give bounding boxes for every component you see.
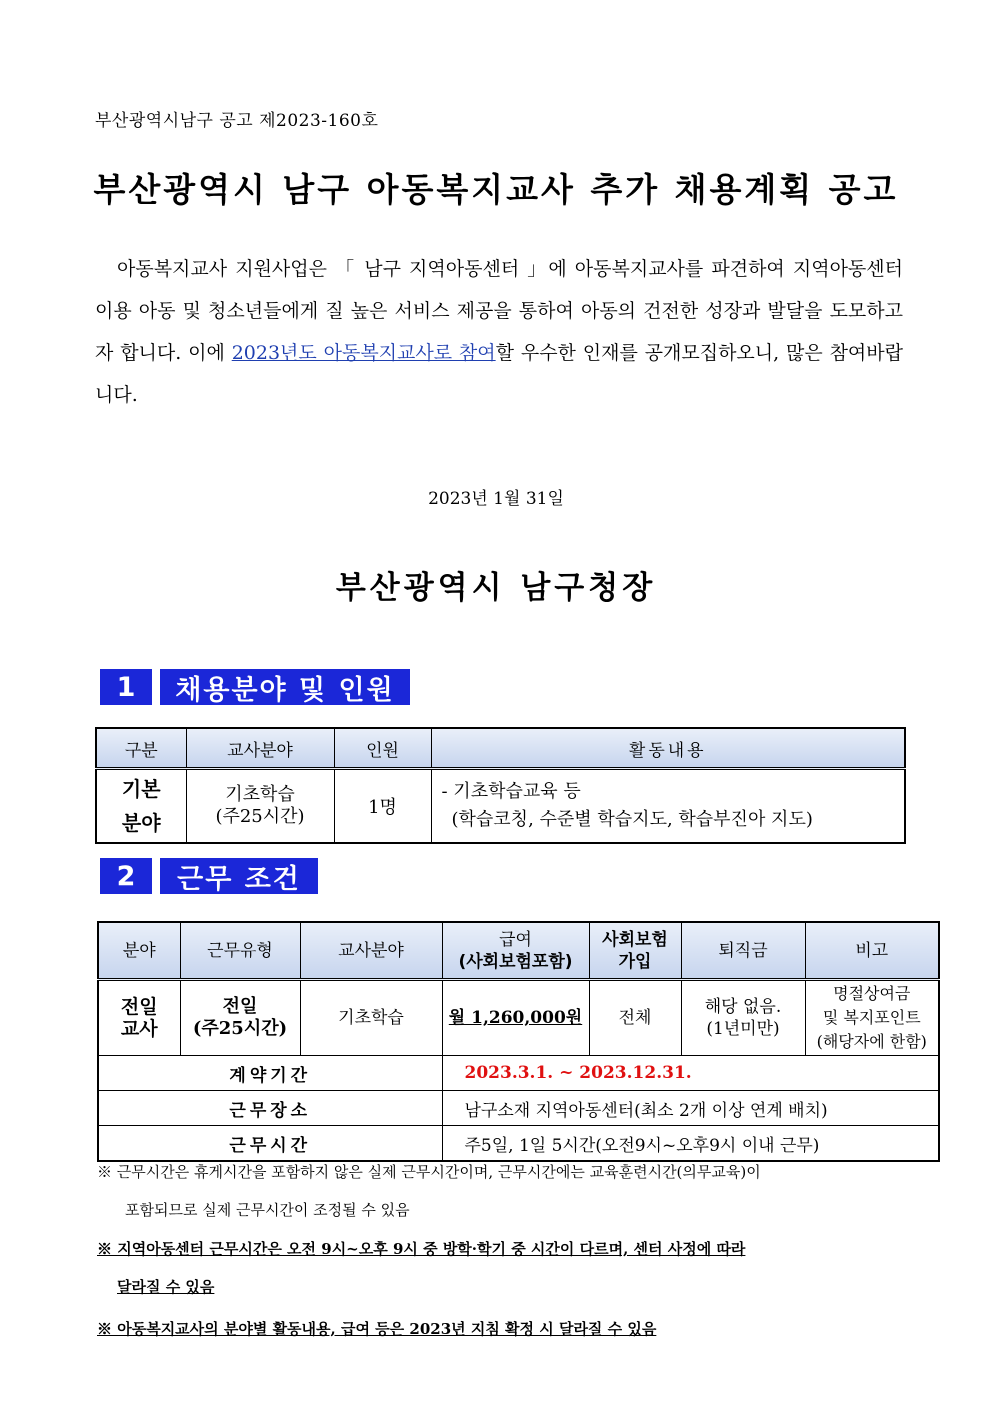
cell-field [98, 980, 180, 1056]
work-location-row [98, 1091, 939, 1126]
section-1-number: 1 [100, 669, 152, 705]
note-2-line-1: ※ 지역아동센터 근무시간은 오전 9시~오후 9시 중 방학·학기 중 시간이 다르며, 센터 사정에 따라 [97, 1240, 746, 1258]
intro-highlight: 2023년도 아동복지교사로 참여 [231, 342, 496, 364]
work-location-label: 근무장소 [98, 1091, 442, 1126]
note-2-line-2: 달라질 수 있음 [117, 1278, 215, 1296]
cell-insurance: 전체 [589, 980, 681, 1056]
section-1-title: 채용분야 및 인원 [160, 669, 410, 705]
header-category: 구분 [96, 728, 186, 769]
header-remarks: 비고 [805, 922, 939, 980]
section-2-heading [100, 858, 318, 894]
header-salary [442, 922, 589, 980]
recruitment-table [95, 727, 906, 844]
note-1-line-2: 포함되므로 실제 근무시간이 조정될 수 있음 [125, 1201, 410, 1219]
section-2-title: 근무 조건 [160, 858, 318, 894]
cell-work-type [180, 980, 300, 1056]
insurance-header-line-1: 사회보험 [602, 929, 668, 950]
conditions-header-row [98, 922, 939, 980]
severance-line-2: (1년미만) [706, 1019, 780, 1039]
intro-text-1: 아동복지교사 지원사업은 「 남구 지역아동센터 」에 아동복지교사를 파견하여 지역아동센터 이용 아동 및 청소년들에게 질 높은 서비스 제공을 통하여 아동의 건전한 성장과 발달을 도모하고자 합니다. 이에 [95, 258, 903, 364]
page-title: 부산광역시 남구 아동복지교사 추가 채용계획 공고 [93, 170, 899, 209]
section-2-number: 2 [100, 858, 152, 894]
cell-headcount: 1명 [334, 769, 431, 844]
salary-header-line-1: 급여 [499, 929, 532, 950]
contract-period-value: 2023.3.1. ~ 2023.12.31. [442, 1056, 939, 1091]
issuer-name: 부산광역시 남구청장 [335, 570, 657, 606]
header-severance: 퇴직금 [681, 922, 805, 980]
field-line-2: 교사 [120, 1018, 158, 1040]
recruitment-row [96, 769, 905, 844]
notice-number: 부산광역시남구 공고 제2023-160호 [95, 111, 379, 131]
section-1-heading [100, 669, 410, 705]
cell-salary: 월 1,260,000원 [442, 980, 589, 1056]
header-teacher-field: 교사분야 [186, 728, 334, 769]
header-insurance [589, 922, 681, 980]
contract-period-row [98, 1056, 939, 1091]
header-teacher-field: 교사분야 [300, 922, 442, 980]
field-line-1: 기초학습 [225, 784, 295, 805]
note-1 [97, 1161, 917, 1221]
note-3-text: ※ 아동복지교사의 분야별 활동내용, 급여 등은 2023년 지침 확정 시 달라질 수 있음 [97, 1320, 657, 1338]
activity-line-2: (학습코칭, 수준별 학습지도, 학습부진아 지도) [451, 809, 813, 830]
field-line-1: 전일 [120, 996, 158, 1018]
header-headcount: 인원 [334, 728, 431, 769]
intro-paragraph [95, 248, 903, 416]
severance-line-1: 해당 없음. [704, 997, 782, 1017]
cell-teacher-field [186, 769, 334, 844]
cell-activity [431, 769, 905, 844]
salary-header-line-2: (사회보험포함) [458, 951, 573, 972]
recruitment-header-row [96, 728, 905, 769]
work-type-line-1: 전일 [222, 996, 258, 1017]
work-hours-value: 주5일, 1일 5시간(오전9시~오후9시 이내 근무) [442, 1126, 939, 1162]
insurance-header-line-2: 가입 [618, 951, 652, 972]
header-field: 분야 [98, 922, 180, 980]
activity-line-1: - 기초학습교육 등 [441, 781, 581, 802]
category-line-2: 분야 [121, 811, 161, 835]
cell-teacher-field: 기초학습 [300, 980, 442, 1056]
cell-severance [681, 980, 805, 1056]
cell-remarks [805, 980, 939, 1056]
work-conditions-table [97, 921, 940, 1162]
remarks-line-2: 및 복지포인트 [822, 1008, 921, 1027]
conditions-row [98, 980, 939, 1056]
cell-category [96, 769, 186, 844]
work-location-value: 남구소재 지역아동센터(최소 2개 이상 연계 배치) [442, 1091, 939, 1126]
work-type-line-2: (주25시간) [192, 1018, 288, 1039]
note-2 [97, 1238, 917, 1298]
remarks-line-1: 명절상여금 [833, 984, 911, 1003]
note-1-line-1: ※ 근무시간은 휴게시간을 포함하지 않은 실제 근무시간이며, 근무시간에는 교육훈련시간(의무교육)이 [97, 1163, 761, 1181]
work-hours-row [98, 1126, 939, 1162]
work-hours-label: 근무시간 [98, 1126, 442, 1162]
field-line-2: (주25시간) [215, 806, 305, 827]
notice-date: 2023년 1월 31일 [428, 489, 564, 509]
header-work-type: 근무유형 [180, 922, 300, 980]
category-line-1: 기본 [121, 777, 161, 801]
remarks-line-3: (해당자에 한함) [816, 1032, 927, 1051]
header-activity: 활동내용 [431, 728, 905, 769]
intro-text-2: 할 우수한 인재를 공개모집하오니, 많은 참여바랍니다. [95, 342, 903, 406]
note-3 [97, 1318, 656, 1340]
contract-period-label: 계약기간 [98, 1056, 442, 1091]
